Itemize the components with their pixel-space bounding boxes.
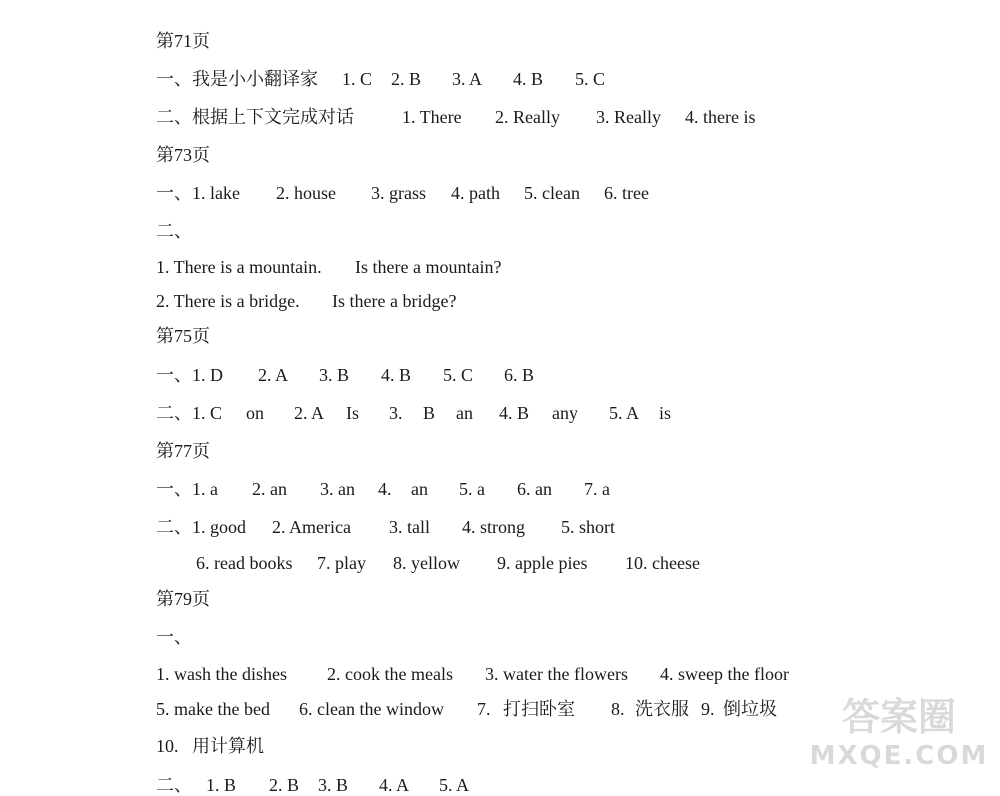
answer: 2. cook the meals bbox=[327, 664, 453, 684]
answer: 8. bbox=[611, 699, 625, 719]
answer: on bbox=[246, 403, 264, 423]
answer: 4. path bbox=[451, 183, 500, 203]
answer: 5. a bbox=[459, 479, 485, 499]
answer: 6. clean the window bbox=[299, 699, 444, 719]
answer: 10. bbox=[156, 736, 179, 756]
answer: 4. B bbox=[513, 69, 544, 89]
answer: Is there a mountain? bbox=[355, 257, 502, 277]
watermark-site: MXQE.COM bbox=[809, 741, 989, 771]
answer: 1. There bbox=[402, 107, 462, 127]
heading-text: 第79页 bbox=[156, 589, 210, 609]
answer: 一、1. a bbox=[156, 479, 218, 499]
answer: 5. A bbox=[609, 403, 640, 423]
answer: 1. B bbox=[206, 775, 237, 795]
answer: 6. tree bbox=[604, 183, 649, 203]
answer: 4. bbox=[378, 479, 392, 499]
answer: 7. bbox=[477, 699, 491, 719]
answer: 2. an bbox=[252, 479, 287, 499]
answer: Is bbox=[346, 403, 359, 423]
answer-line bbox=[187, 530, 700, 574]
answer: 3. A bbox=[452, 69, 483, 89]
section-label: 二、根据上下文完成对话 bbox=[156, 107, 354, 127]
answer: 7. a bbox=[584, 479, 610, 499]
answer: 一、1. lake bbox=[156, 183, 240, 203]
answer: 6. B bbox=[504, 365, 535, 385]
page-heading-75 bbox=[147, 303, 210, 347]
answer: 1. wash the dishes bbox=[156, 664, 287, 684]
answer: 8. yellow bbox=[393, 553, 460, 573]
answer: 2. America bbox=[272, 517, 351, 537]
answer: 二、1. good bbox=[156, 517, 246, 537]
answer: 1. C bbox=[342, 69, 373, 89]
answer: 3. bbox=[389, 403, 403, 423]
answer: 9. apple pies bbox=[497, 553, 588, 573]
answer: an bbox=[456, 403, 473, 423]
heading-text: 第77页 bbox=[156, 441, 210, 461]
answer: 4. B bbox=[381, 365, 412, 385]
answer: 5. short bbox=[561, 517, 615, 537]
answer-line bbox=[147, 160, 649, 204]
answer: 3. B bbox=[319, 365, 350, 385]
answer: 5. clean bbox=[524, 183, 580, 203]
answer: 5. C bbox=[575, 69, 606, 89]
answer: 2. B bbox=[269, 775, 300, 795]
answer: is bbox=[659, 403, 672, 423]
answer: 一、1. D bbox=[156, 365, 223, 385]
answer-line bbox=[147, 713, 264, 757]
answer: 5. A bbox=[439, 775, 470, 795]
answer: an bbox=[411, 479, 428, 499]
answer: 3. Really bbox=[596, 107, 661, 127]
answer: 4. sweep the floor bbox=[660, 664, 789, 684]
answer: 10. cheese bbox=[625, 553, 700, 573]
section-label: 二、 bbox=[156, 221, 192, 241]
answer-line bbox=[147, 752, 469, 796]
answer: 2. A bbox=[258, 365, 289, 385]
section-label: 一、 bbox=[156, 627, 192, 647]
answer: B bbox=[423, 403, 436, 423]
heading-text: 第75页 bbox=[156, 326, 210, 346]
answer: 3. B bbox=[318, 775, 349, 795]
section-label: 一、我是小小翻译家 bbox=[156, 69, 318, 89]
answer: 打扫卧室 bbox=[503, 699, 575, 719]
section-label: 二、 bbox=[156, 775, 192, 795]
answer: 倒垃圾 bbox=[723, 699, 777, 719]
answer: 4. there is bbox=[685, 107, 756, 127]
heading-text: 第73页 bbox=[156, 145, 210, 165]
answer: 用计算机 bbox=[192, 736, 264, 756]
answer: 3. an bbox=[320, 479, 355, 499]
answer: 3. grass bbox=[371, 183, 426, 203]
answer: 4. strong bbox=[462, 517, 525, 537]
heading-text: 第71页 bbox=[156, 31, 210, 51]
answer: 4. B bbox=[499, 403, 530, 423]
answer: 1. There is a mountain. bbox=[156, 257, 322, 277]
answer: 3. water the flowers bbox=[485, 664, 628, 684]
watermark-logo: 答案圈 bbox=[841, 695, 956, 739]
answer: 2. There is a bridge. bbox=[156, 291, 300, 311]
answer: 7. play bbox=[317, 553, 366, 573]
answer: 2. house bbox=[276, 183, 336, 203]
answer: 5. C bbox=[443, 365, 474, 385]
answer: 3. tall bbox=[389, 517, 430, 537]
answer-line bbox=[147, 380, 671, 424]
answer: 二、1. C bbox=[156, 403, 223, 423]
answer: 5. make the bed bbox=[156, 699, 270, 719]
answer: 9. bbox=[701, 699, 715, 719]
answer: any bbox=[552, 403, 578, 423]
answer-line bbox=[147, 84, 755, 128]
answer: 2. Really bbox=[495, 107, 560, 127]
answer: 4. A bbox=[379, 775, 410, 795]
answer: 2. B bbox=[391, 69, 422, 89]
answer: Is there a bridge? bbox=[332, 291, 457, 311]
watermark bbox=[804, 695, 994, 773]
answer: 6. read books bbox=[196, 553, 293, 573]
answer: 洗衣服 bbox=[635, 699, 689, 719]
answer: 6. an bbox=[517, 479, 552, 499]
answer: 2. A bbox=[294, 403, 325, 423]
